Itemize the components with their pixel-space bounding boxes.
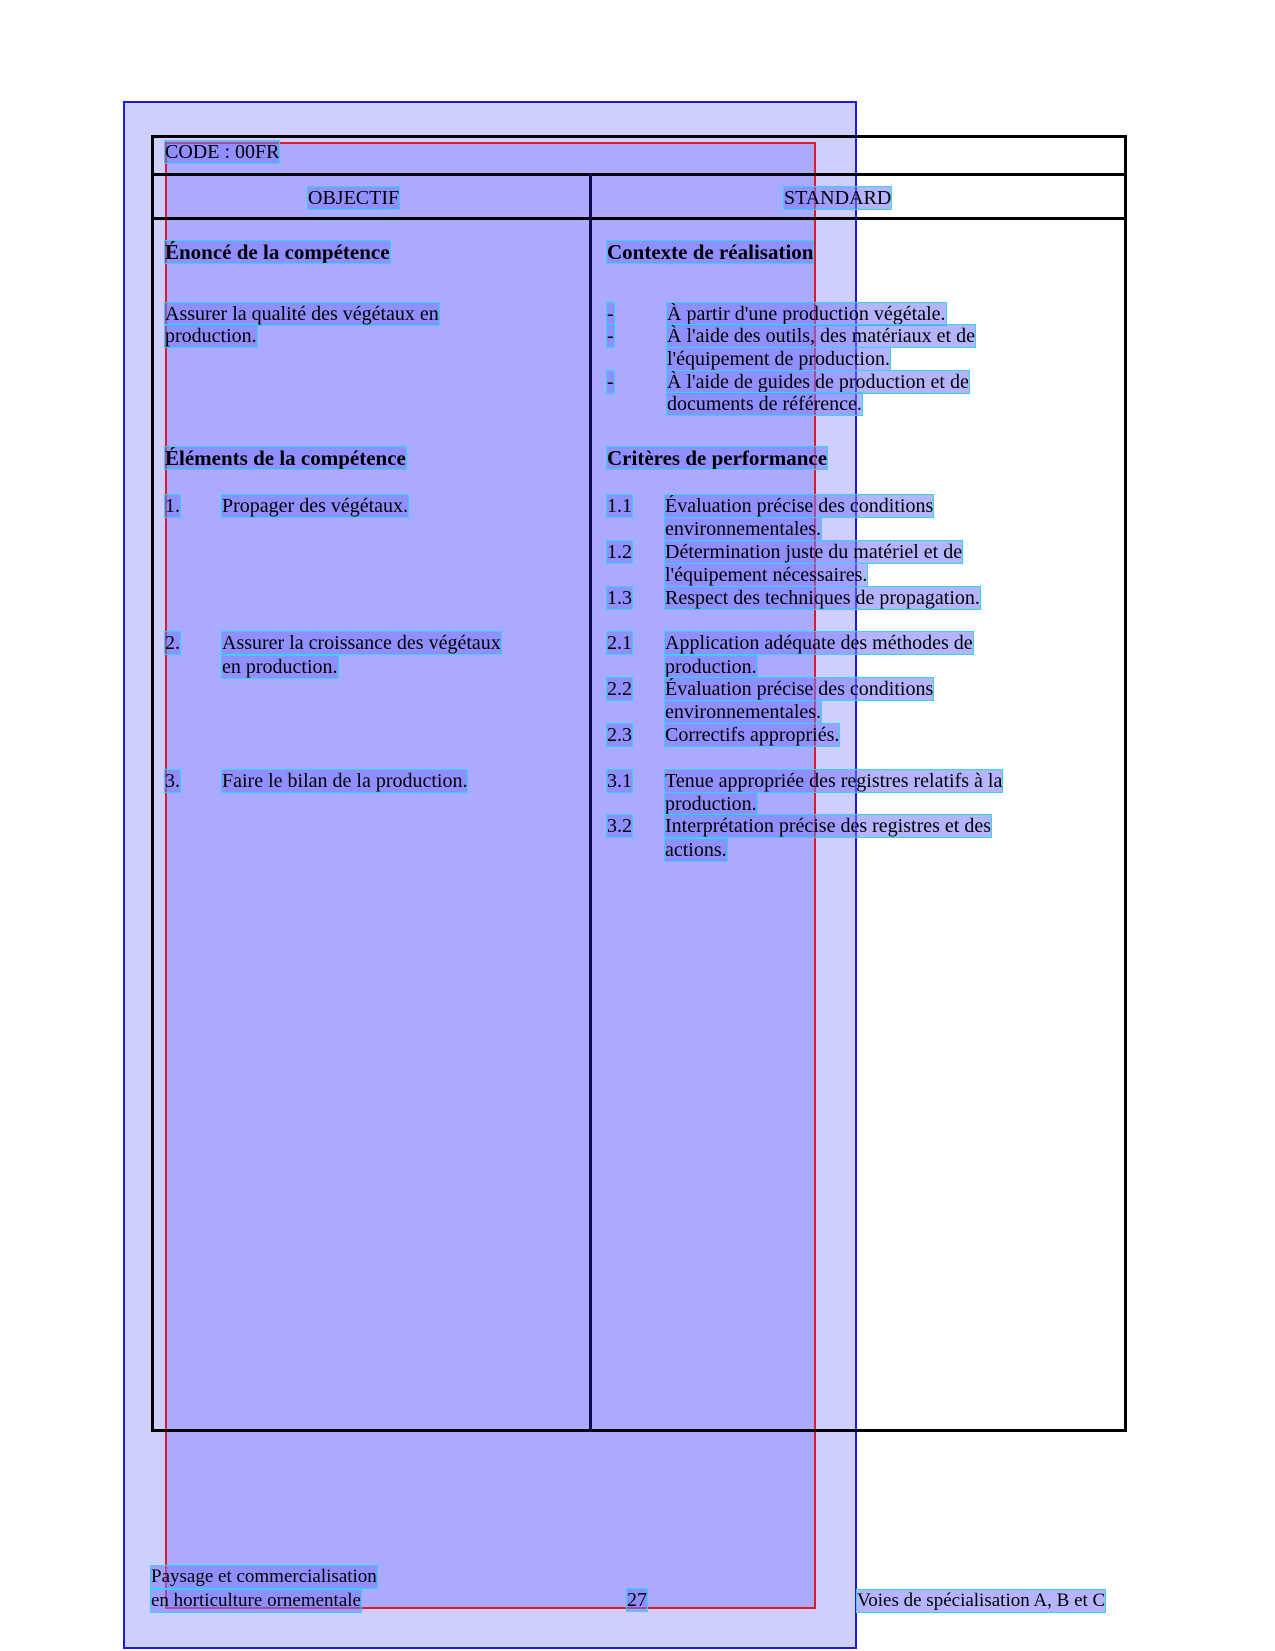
critere-number: 2.3 (607, 724, 632, 746)
critere-line: Évaluation précise des conditions (665, 678, 934, 700)
column-divider (589, 173, 592, 1432)
footer-specialisation: Voies de spécialisation A, B et C (857, 1590, 1106, 1611)
critere-number: 3.1 (607, 770, 632, 792)
page-number: 27 (627, 1589, 647, 1611)
critere-line: production. (665, 793, 757, 815)
element-line: Assurer la croissance des végétaux (222, 632, 501, 654)
critere-line: production. (665, 656, 757, 678)
critere-line: actions. (665, 839, 727, 861)
code-row-divider (151, 173, 1127, 176)
critere-number: 2.2 (607, 678, 632, 700)
contexte-item-line: À l'aide de guides de production et de (667, 371, 969, 393)
critere-number: 1.3 (607, 587, 632, 609)
footer-program-line2: en horticulture ornementale (151, 1590, 361, 1611)
critere-line: environnementales. (665, 701, 822, 723)
critere-line: Application adéquate des méthodes de (665, 632, 973, 654)
contexte-item-line: l'équipement de production. (667, 348, 890, 370)
header-row-divider (151, 217, 1127, 220)
critere-line: environnementales. (665, 518, 822, 540)
elements-heading: Éléments de la compétence (165, 446, 406, 470)
critere-number: 3.2 (607, 815, 632, 837)
element-number: 3. (165, 770, 180, 792)
contexte-bullet: - (607, 303, 614, 325)
critere-number: 1.1 (607, 495, 632, 517)
critere-line: Évaluation précise des conditions (665, 495, 934, 517)
critere-line: Interprétation précise des registres et des (665, 815, 991, 837)
enonce-line: Assurer la qualité des végétaux en (165, 303, 439, 325)
contexte-bullet: - (607, 325, 614, 347)
critere-number: 2.1 (607, 632, 632, 654)
critere-line: l'équipement nécessaires. (665, 564, 868, 586)
element-number: 2. (165, 632, 180, 654)
contexte-item-line: À l'aide des outils, des matériaux et de (667, 325, 975, 347)
enonce-line: production. (165, 325, 257, 347)
critere-line: Détermination juste du matériel et de (665, 541, 963, 563)
objective-header: OBJECTIF (308, 187, 400, 209)
criteres-heading: Critères de performance (607, 446, 828, 470)
critere-number: 1.2 (607, 541, 632, 563)
element-line: en production. (222, 656, 338, 678)
critere-line: Respect des techniques de propagation. (665, 587, 980, 609)
enonce-heading: Énoncé de la compétence (165, 240, 390, 264)
critere-line: Correctifs appropriés. (665, 724, 840, 746)
standard-header: STANDARD (784, 187, 892, 209)
element-number: 1. (165, 495, 180, 517)
contexte-item-line: À partir d'une production végétale. (667, 303, 946, 325)
element-line: Propager des végétaux. (222, 495, 409, 517)
contexte-bullet: - (607, 371, 614, 393)
contexte-heading: Contexte de réalisation (607, 240, 814, 264)
element-line: Faire le bilan de la production. (222, 770, 468, 792)
footer-program-line1: Paysage et commercialisation (151, 1566, 377, 1587)
critere-line: Tenue appropriée des registres relatifs à la (665, 770, 1003, 792)
contexte-item-line: documents de référence. (667, 393, 862, 415)
code-label: CODE : 00FR (165, 141, 280, 163)
